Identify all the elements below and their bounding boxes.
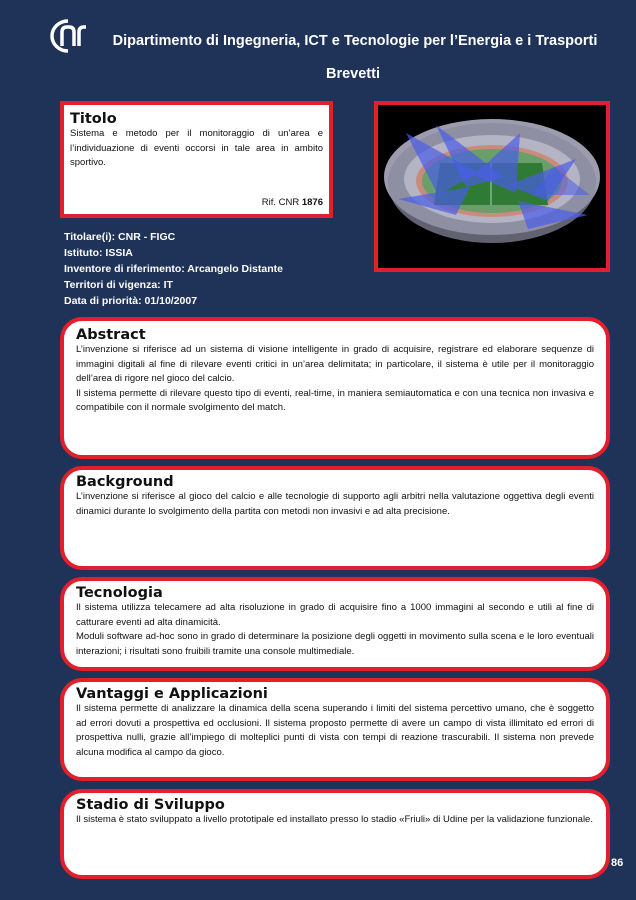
page-number: 86 bbox=[611, 857, 624, 869]
vantaggi-box bbox=[60, 678, 610, 781]
titolo-box bbox=[60, 101, 333, 218]
abstract-p1: L’invenzione si riferisce ad un sistema di visione intelligente in grado di acquisire, registrare ed elaborare sequenze di immagini digitali al fine di rilevare eventi critici in un’area delimitata; in particolare, il sistema è utile per il monitoraggio dell’area di rigore nel gioco del calcio. bbox=[76, 344, 594, 384]
tecnologia-box bbox=[60, 577, 610, 671]
stadio-heading: Stadio di Sviluppo bbox=[76, 797, 225, 813]
cnr-logo-icon bbox=[48, 18, 90, 54]
stadio-p1: Il sistema è stato sviluppato a livello prototipale ed installato presso lo stadio «Friuli» di Udine per la validazione funzionale. bbox=[76, 814, 593, 825]
titolari: Titolare(i): CNR - FIGC bbox=[64, 231, 176, 243]
tecnologia-heading: Tecnologia bbox=[76, 585, 163, 601]
vantaggi-heading: Vantaggi e Applicazioni bbox=[76, 686, 268, 702]
titolo-heading: Titolo bbox=[70, 111, 117, 127]
data-priorita: Data di priorità: 01/10/2007 bbox=[64, 295, 198, 307]
abstract-heading: Abstract bbox=[76, 327, 146, 343]
stadium-illustration-icon bbox=[378, 105, 606, 268]
stadio-box bbox=[60, 789, 610, 879]
section-title: Brevetti bbox=[326, 66, 380, 82]
territori: Territori di vigenza: IT bbox=[64, 279, 173, 291]
rif-label: Rif. CNR bbox=[261, 197, 300, 208]
istituto: Istituto: ISSIA bbox=[64, 247, 133, 259]
inventore: Inventore di riferimento: Arcangelo Distante bbox=[64, 263, 283, 275]
abstract-p2: Il sistema permette di rilevare questo tipo di eventi, real-time, in maniera semiautomatica e con una tecnica non invasiva e compatibile con il normale svolgimento del match. bbox=[76, 387, 594, 413]
rif-number: 1876 bbox=[301, 197, 323, 208]
department-title: Dipartimento di Ingegneria, ICT e Tecnologie per l’Energia e i Trasporti bbox=[112, 33, 598, 49]
titolo-text: Sistema e metodo per il monitoraggio di un’area e l’individuazione di eventi occorsi in tale area in ambito sportivo. bbox=[70, 128, 323, 168]
abstract-box bbox=[60, 317, 610, 459]
tecnologia-p1: Il sistema utilizza telecamere ad alta risoluzione in grado di acquisire fino a 1000 immagini al secondo e utili al fine di catturare eventi ad alta dinamicità. bbox=[76, 602, 594, 628]
patent-info bbox=[64, 229, 283, 309]
rif-cnr bbox=[262, 197, 323, 208]
background-p1: L’invenzione si riferisce al gioco del calcio e alle tecnologie di supporto agli arbitri nella valutazione oggettiva degli eventi dinamici durante lo svolgimento della partita con metodi non invasivi e ad alta precisione. bbox=[76, 491, 594, 517]
stadium-image bbox=[374, 101, 610, 272]
background-box bbox=[60, 466, 610, 570]
tecnologia-p2: Moduli software ad-hoc sono in grado di determinare la posizione degli oggetti in movimento sulla scena e le loro eventuali interazioni; i risultati sono fruibili tramite una console multimediale. bbox=[76, 631, 594, 657]
vantaggi-p1: Il sistema permette di analizzare la dinamica della scena superando i limiti del sistema percettivo umano, che è soggetto ad errori dovuti a prospettiva ed occlusioni. Il sistema proposto permette di avere un campo di vista illimitato ed errori di prospettiva nulli, grazie all’impiego di molteplici punti di vista con tempi di reazione trascurabili. Il sistema non prevede alcuna modifica al campo da gioco. bbox=[76, 703, 594, 758]
background-heading: Background bbox=[76, 474, 174, 490]
